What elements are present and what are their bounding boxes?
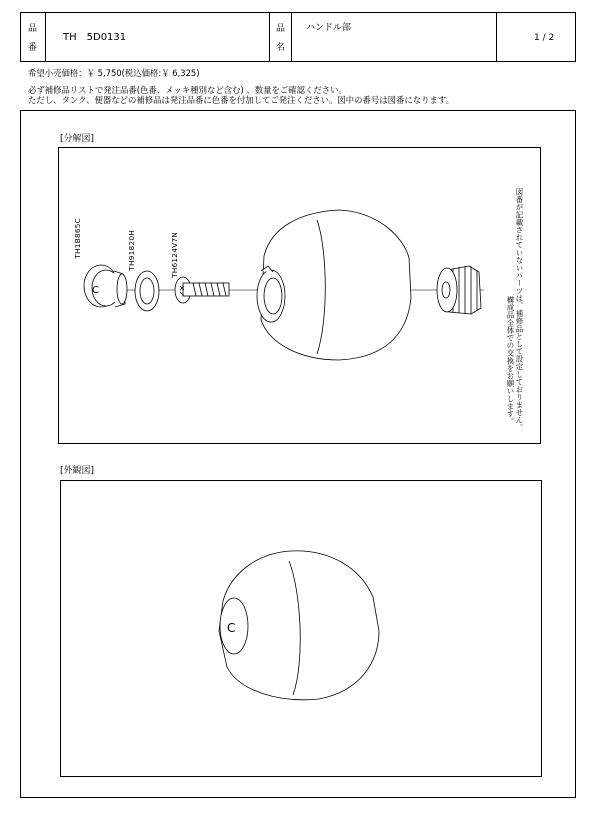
- external-drawing: [61, 481, 543, 778]
- side-note-2: 構成品全体での交換をお願いします。: [506, 296, 515, 426]
- header-divider: [45, 13, 46, 61]
- part-label-screw: TH6124V7N: [170, 232, 179, 278]
- handle-external: [219, 551, 379, 700]
- ring-part: [135, 271, 159, 311]
- exploded-drawing: [59, 148, 542, 445]
- svg-text:C: C: [92, 285, 99, 296]
- exploded-view-title: [分解図]: [60, 134, 95, 144]
- part-name: ハンドル部: [306, 23, 352, 33]
- header-divider: [269, 13, 270, 61]
- page-number: 1 / 2: [534, 33, 555, 43]
- connector-part: [437, 266, 481, 314]
- handle-body: [257, 210, 411, 360]
- cap-part: [84, 265, 127, 307]
- order-note-2: ただし、タンク、便器などの補修品は発注品番に色番を付加してご発注ください。図中の番号は図番になります。: [28, 95, 454, 105]
- part-label-ring: TH91820H: [127, 230, 136, 271]
- part-number: TH 5D0131: [63, 32, 127, 43]
- header-divider: [291, 13, 292, 61]
- part-label-cap: TH1B865C: [73, 218, 82, 259]
- hinmei-label-2: 名: [276, 43, 286, 53]
- hinmei-label-1: 品: [276, 24, 286, 34]
- hinban-label-1: 品: [28, 24, 38, 34]
- side-note-1: 図番が記載されていないパーツは、補修品として設定しておりません。: [515, 188, 524, 432]
- svg-text:C: C: [227, 621, 236, 635]
- exploded-view-panel: [58, 147, 541, 444]
- external-view-title: [外観図]: [60, 466, 95, 476]
- header-table: [20, 12, 576, 62]
- header-divider: [496, 13, 497, 61]
- screw-part: [175, 277, 229, 303]
- hinban-label-2: 番: [28, 43, 38, 53]
- order-note-1: 必ず補修品リストで発注品番(色番、メッキ種別など含む) 、数量をご確認ください。: [28, 85, 347, 95]
- external-view-panel: [60, 480, 542, 777]
- price-text: 希望小売価格：￥ 5,750(税込価格:￥ 6,325): [28, 68, 200, 78]
